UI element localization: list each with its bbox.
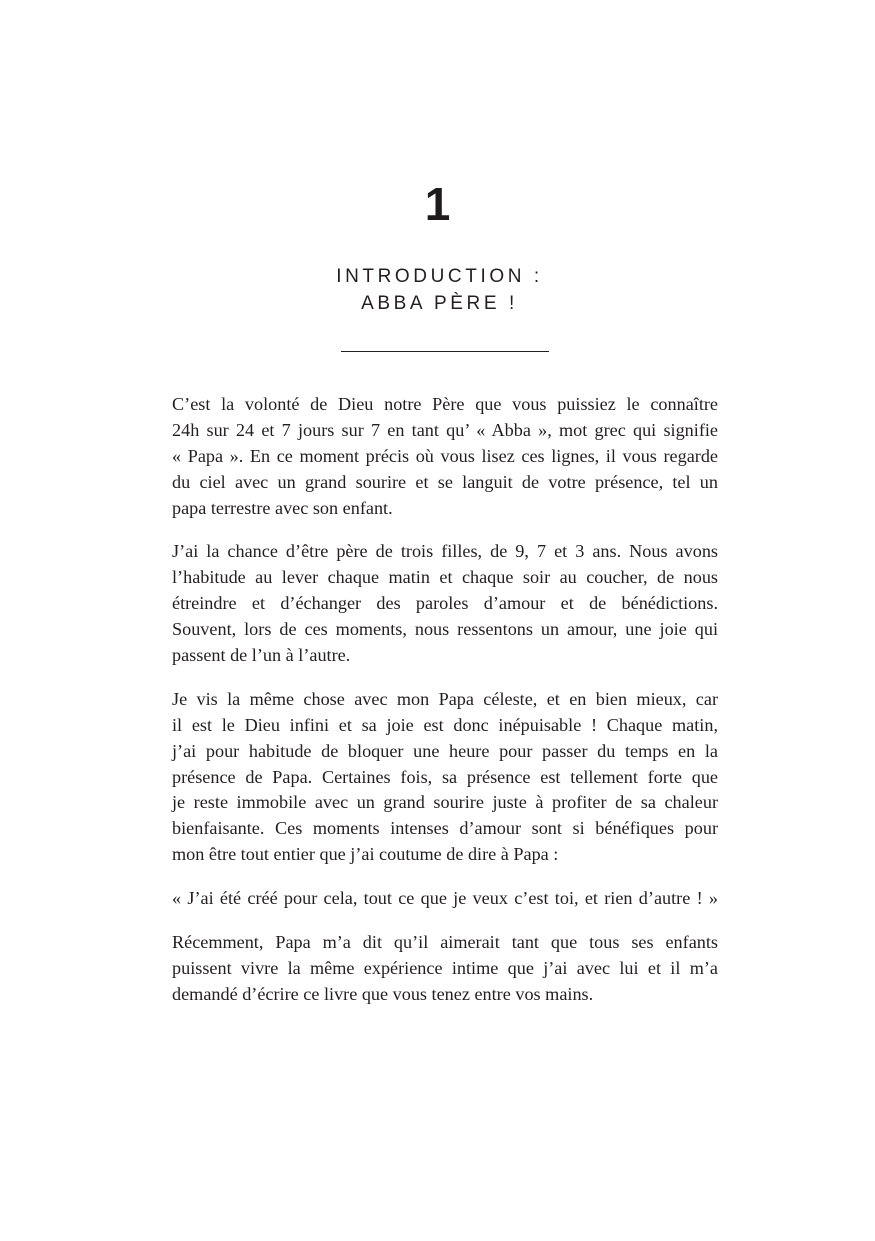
- text-line: présence de Papa. Certaines fois, sa présence est tellement forte que: [172, 766, 718, 787]
- chapter-number: 1: [424, 178, 451, 230]
- chapter-title-line: INTRODUCTION :: [336, 266, 543, 287]
- paragraph: [172, 539, 718, 668]
- text-line: C’est la volonté de Dieu notre Père que vous puissiez le connaître: [172, 394, 718, 414]
- chapter-title: [0, 263, 875, 317]
- quote-line: « J’ai été créé pour cela, tout ce que je veux c’est toi, et rien d’autre ! »: [172, 888, 718, 909]
- quote-paragraph: [172, 886, 718, 912]
- text-line: bienfaisante. Ces moments intenses d’amour sont si bénéfiques pour: [172, 818, 718, 839]
- text-line: J’ai la chance d’être père de trois filles, de 9, 7 et 3 ans. Nous avons: [172, 541, 718, 562]
- text-line: l’habitude au lever chaque matin et chaque soir au coucher, de nous: [172, 567, 718, 588]
- text-line: « Papa ». En ce moment précis où vous lisez ces lignes, il vous regarde: [172, 445, 718, 466]
- text-line: 24h sur 24 et 7 jours sur 7 en tant qu’ « Abba », mot grec qui signifie: [172, 419, 718, 440]
- text-line: Je vis la même chose avec mon Papa céleste, et en bien mieux, car: [172, 688, 718, 709]
- chapter-title-line: ABBA PÈRE !: [361, 293, 518, 314]
- text-line: papa terrestre avec son enfant.: [172, 497, 393, 518]
- text-line: étreindre et d’échanger des paroles d’amour et de bénédictions.: [172, 593, 718, 614]
- body-text: [172, 392, 718, 1026]
- text-line: il est le Dieu infini et sa joie est donc inépuisable ! Chaque matin,: [172, 714, 718, 735]
- text-line: Souvent, lors de ces moments, nous ressentons un amour, une joie qui: [172, 619, 718, 640]
- text-line: puissent vivre la même expérience intime que j’ai avec lui et il m’a: [172, 957, 718, 978]
- paragraph: [172, 687, 718, 868]
- paragraph: [172, 930, 718, 1008]
- text-line: demandé d’écrire ce livre que vous tenez entre vos mains.: [172, 983, 594, 1004]
- text-line: j’ai pour habitude de bloquer une heure pour passer du temps en la: [172, 740, 718, 761]
- text-line: mon être tout entier que j’ai coutume de dire à Papa :: [172, 844, 559, 865]
- text-line: passent de l’un à l’autre.: [172, 645, 351, 666]
- text-line: Récemment, Papa m’a dit qu’il aimerait tant que tous ses enfants: [172, 932, 718, 953]
- text-line: je reste immobile avec un grand sourire juste à profiter de sa chaleur: [172, 792, 718, 813]
- text-line: du ciel avec un grand sourire et se languit de votre présence, tel un: [172, 471, 718, 492]
- paragraph: [172, 392, 718, 521]
- title-divider: [341, 351, 549, 352]
